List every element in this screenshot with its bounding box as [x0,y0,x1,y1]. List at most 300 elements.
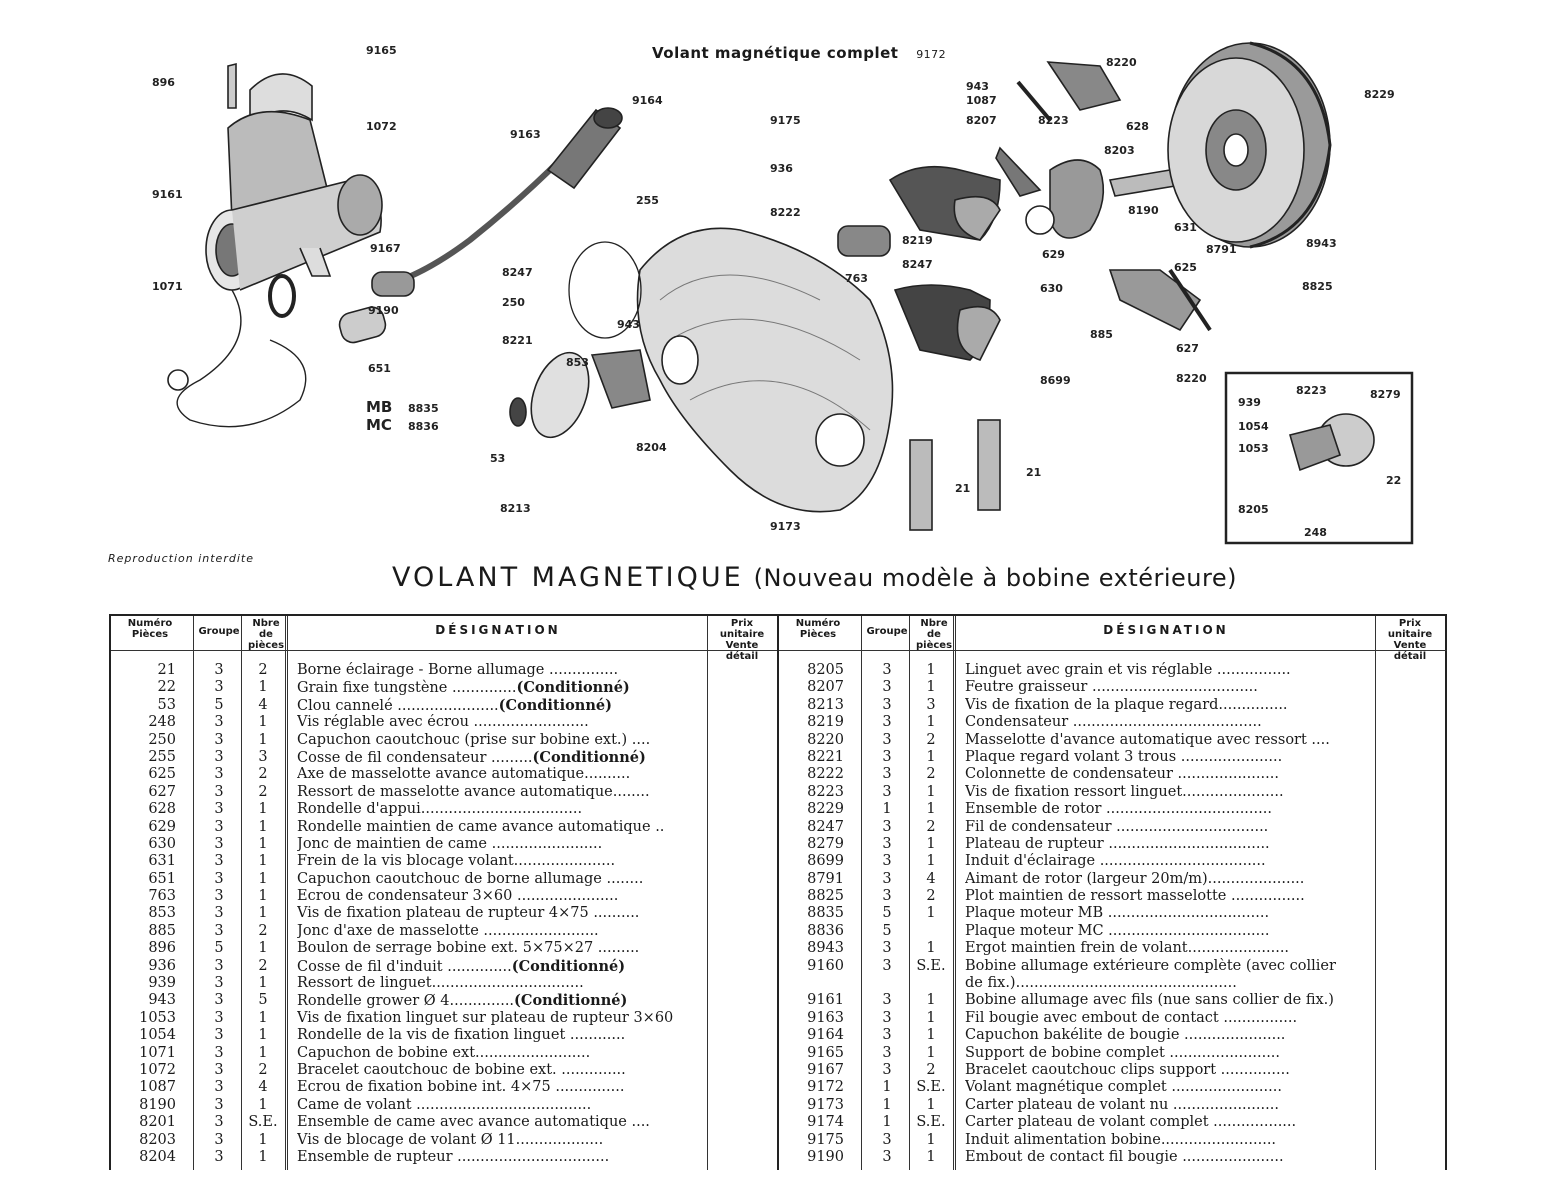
conditioned-tag: (Conditionné) [514,992,628,1010]
table-row [779,1097,1447,1114]
callout-1071: 1071 [152,280,183,293]
parts-table [109,614,1447,1170]
quantity-cell: S.E. [916,957,946,974]
group-cell: 3 [214,714,224,731]
quantity-cell: 1 [926,1131,936,1148]
quantity-cell: 2 [926,818,936,835]
quantity-cell: 1 [926,853,936,870]
part-number: 8699 [807,853,844,870]
part-number: 8279 [807,835,844,852]
table-row [111,905,779,922]
quantity-cell: 1 [258,1009,268,1026]
quantity-cell: 1 [258,975,268,992]
quantity-cell: 1 [926,714,936,731]
quantity-cell: 1 [926,801,936,818]
group-cell: 3 [882,696,892,713]
callout-8229: 8229 [1364,88,1395,101]
callout-9165: 9165 [366,44,397,57]
header-numero-l1: Numéro [127,618,173,629]
header-groupe-r: Groupe [866,626,908,637]
callout-943b: 943 [966,80,989,93]
designation-cell [297,888,705,905]
callout-8220: 8220 [1106,56,1137,69]
designation-cell [965,853,1373,870]
right-rows [779,662,1447,1166]
designation-cell [965,940,1373,957]
callout-8279: 8279 [1370,388,1401,401]
group-cell: 3 [214,888,224,905]
part-number: 8220 [807,731,844,748]
header-nbre-r-l2: pièces [915,640,953,651]
table-row [111,1114,779,1131]
callout-8220b: 8220 [1176,372,1207,385]
callout-8247: 8247 [502,266,533,279]
callout-8221: 8221 [502,334,533,347]
designation-text: Vis de fixation plateau de rupteur 4×75 .......... [297,905,640,922]
designation-cell [297,1045,705,1062]
group-cell: 3 [882,748,892,765]
header-nbre-l1: Nbre de [252,618,280,640]
part-number: 8207 [807,679,844,696]
table-row [111,697,779,714]
table-row [111,975,779,992]
group-cell: 3 [882,835,892,852]
callout-8699: 8699 [1040,374,1071,387]
group-cell: 3 [882,1148,892,1165]
part-number: 9190 [807,1148,844,1165]
designation-cell [297,1097,705,1114]
quantity-cell: 4 [258,696,268,713]
callout-8825: 8825 [1302,280,1333,293]
part-number: 1072 [139,1061,176,1078]
part-number: 8229 [807,801,844,818]
callout-631: 631 [1174,221,1197,234]
table-row [111,662,779,679]
group-cell: 3 [214,992,224,1009]
quantity-cell: 2 [258,1061,268,1078]
designation-cell [297,958,705,976]
group-cell: 3 [882,714,892,731]
header-nbre-r-l1: Nbre de [920,618,948,640]
table-row [111,1010,779,1027]
designation-text: Ressort de masselotte avance automatique........ [297,783,650,800]
parts-table-left [111,616,779,1170]
table-row [111,819,779,836]
group-cell: 3 [882,679,892,696]
designation-cell [965,1045,1373,1062]
group-cell: 3 [882,1131,892,1148]
quantity-cell: S.E. [248,1114,278,1131]
table-row [111,1079,779,1096]
designation-text: Support de bobine complet ........................ [965,1044,1281,1061]
part-number: 9163 [807,1009,844,1026]
designation-cell [297,1062,705,1079]
designation-text: Vis de fixation ressort linguet...................... [965,783,1284,800]
quantity-cell: 1 [926,748,936,765]
callout-1087: 1087 [966,94,997,107]
designation-cell [297,975,705,992]
designation-cell [965,1149,1373,1166]
exploded-parts-diagram [0,0,1542,560]
group-cell: 3 [882,870,892,887]
label-mb: MB [366,398,393,416]
designation-cell [297,853,705,870]
quantity-cell: 1 [926,835,936,852]
designation-cell [965,836,1373,853]
group-cell: 3 [214,1044,224,1061]
callout-8791: 8791 [1206,243,1237,256]
group-cell: 3 [882,992,892,1009]
part-number: 8221 [807,748,844,765]
table-row [779,923,1447,940]
part-number: 255 [148,748,176,765]
quantity-cell: 1 [258,870,268,887]
part-number: 1071 [139,1044,176,1061]
table-row [111,992,779,1009]
callout-628: 628 [1126,120,1149,133]
designation-text: Carter plateau de volant complet .................. [965,1114,1297,1131]
header-prix [709,618,775,662]
part-number: 8204 [139,1148,176,1165]
designation-cell [965,766,1373,783]
parts-table-right [779,616,1447,1170]
table-row [111,958,779,975]
callout-8190: 8190 [1128,204,1159,217]
group-cell: 5 [214,940,224,957]
designation-text: Rondelle grower Ø 4.............. [297,993,515,1010]
part-number: 631 [148,853,176,870]
quantity-cell: 1 [258,1131,268,1148]
designation-cell [965,1010,1373,1027]
callout-8213: 8213 [500,502,531,515]
header-numero-r-l2: Pièces [799,629,837,640]
group-cell: 3 [214,1148,224,1165]
quantity-cell: 1 [926,905,936,922]
group-cell: 3 [882,818,892,835]
designation-cell [297,766,705,783]
designation-text: Ecrou de condensateur 3×60 ...................... [297,888,619,905]
callout-8203: 8203 [1104,144,1135,157]
conditioned-tag: (Conditionné) [516,679,630,697]
table-row [779,1045,1447,1062]
table-row [779,1062,1447,1079]
part-number: 9174 [807,1114,844,1131]
designation-cell [965,697,1373,714]
table-row [779,819,1447,836]
quantity-cell: 1 [926,1148,936,1165]
callout-8836: 8836 [408,420,439,433]
designation-cell [297,836,705,853]
table-row [779,940,1447,957]
part-number: 9167 [807,1061,844,1078]
designation-cell [297,1114,705,1131]
table-row [779,975,1447,992]
quantity-cell: 1 [258,679,268,696]
group-cell: 3 [214,1079,224,1096]
callout-250: 250 [502,296,525,309]
quantity-cell: 5 [258,992,268,1009]
table-row [779,905,1447,922]
quantity-cell: 1 [258,888,268,905]
quantity-cell: 1 [926,783,936,800]
designation-cell [297,697,705,715]
quantity-cell: 2 [926,766,936,783]
group-cell: 5 [882,905,892,922]
designation-text: Boulon de serrage bobine ext. 5×75×27 ......... [297,940,640,957]
designation-cell [297,784,705,801]
callout-8222: 8222 [770,206,801,219]
header-nbre-r [913,618,955,651]
group-cell: 3 [214,922,224,939]
part-number: 21 [157,662,176,678]
quantity-cell: 1 [926,1027,936,1044]
group-cell: 3 [214,1027,224,1044]
group-cell: 3 [882,1009,892,1026]
designation-text: Plaque moteur MC ................................... [965,922,1270,939]
designation-text: Ecrou de fixation bobine int. 4×75 ............... [297,1079,625,1096]
part-number: 628 [148,801,176,818]
group-cell: 3 [214,1096,224,1113]
part-number: 943 [148,992,176,1009]
designation-text: Aimant de rotor (largeur 20m/m)..................... [965,870,1305,887]
part-number: 627 [148,783,176,800]
part-number: 1054 [139,1027,176,1044]
conditioned-tag: (Conditionné) [498,696,612,714]
group-cell: 3 [214,731,224,748]
part-number: 250 [148,731,176,748]
designation-text: Rondelle d'appui................................... [297,801,583,818]
group-cell: 3 [214,679,224,696]
quantity-cell: 1 [258,1148,268,1165]
table-row [111,749,779,766]
quantity-cell: 1 [258,905,268,922]
table-row [779,1027,1447,1044]
table-row [111,1027,779,1044]
designation-text: Jonc d'axe de masselotte ......................... [297,922,599,939]
designation-text: Capuchon caoutchouc (prise sur bobine ext.) .... [297,731,651,748]
part-number: 8247 [807,818,844,835]
designation-cell [965,801,1373,818]
part-number: 625 [148,766,176,783]
quantity-cell: 2 [258,662,268,678]
quantity-cell: 1 [258,940,268,957]
part-number: 1053 [139,1009,176,1026]
quantity-cell: S.E. [916,1079,946,1096]
designation-text: Frein de la vis blocage volant...................... [297,853,616,870]
group-cell: 3 [214,818,224,835]
callout-8207: 8207 [966,114,997,127]
quantity-cell: 2 [926,888,936,905]
left-rows [111,662,779,1166]
designation-text: Ensemble de rotor .................................... [965,801,1272,818]
callout-8204: 8204 [636,441,667,454]
designation-cell [297,819,705,836]
group-cell: 3 [214,1131,224,1148]
conditioned-tag: (Conditionné) [532,748,646,766]
designation-text: Masselotte d'avance automatique avec ressort .... [965,731,1330,748]
callout-625: 625 [1174,261,1197,274]
header-designation: DÉSIGNATION [435,623,561,637]
part-number: 8203 [139,1131,176,1148]
callout-885: 885 [1090,328,1113,341]
table-row [111,923,779,940]
quantity-cell: 1 [926,679,936,696]
table-row [779,732,1447,749]
quantity-cell: 1 [926,940,936,957]
header-numero-r-l1: Numéro [795,618,841,629]
group-cell: 1 [882,1096,892,1113]
designation-cell [965,714,1373,731]
group-cell: 5 [882,922,892,939]
table-row [111,679,779,696]
callout-8835: 8835 [408,402,439,415]
callout-21b: 21 [1026,466,1042,479]
quantity-cell: 1 [926,1009,936,1026]
designation-cell [297,940,705,957]
top-title [652,44,946,62]
callout-9167: 9167 [370,242,401,255]
callout-627: 627 [1176,342,1199,355]
conditioned-tag: (Conditionné) [511,957,626,975]
table-row [111,853,779,870]
designation-cell [297,992,705,1010]
table-row [779,1114,1447,1131]
part-number: 9172 [807,1079,844,1096]
designation-cell [297,749,705,767]
designation-text: Condensateur ......................................... [965,714,1262,731]
group-cell: 3 [214,835,224,852]
quantity-cell: 2 [258,922,268,939]
header-prix-l2: Vente détail [725,640,759,662]
group-cell: 3 [214,766,224,783]
designation-cell [297,1010,705,1027]
header-nbre [245,618,287,651]
group-cell: 3 [214,905,224,922]
quantity-cell: 1 [926,992,936,1009]
callout-1054: 1054 [1238,420,1269,433]
designation-text: Fil bougie avec embout de contact ................ [965,1009,1298,1026]
group-cell: 3 [882,957,892,974]
part-number: 8190 [139,1096,176,1113]
table-row [779,1149,1447,1166]
part-number: 8836 [807,922,844,939]
designation-cell [297,1149,705,1166]
group-cell: 3 [214,662,224,678]
table-row [779,697,1447,714]
designation-cell [297,1132,705,1149]
designation-cell [965,1027,1373,1044]
quantity-cell: 1 [258,1027,268,1044]
designation-cell [965,784,1373,801]
callout-8223b: 8223 [1296,384,1327,397]
designation-text: Fil de condensateur ................................. [965,818,1269,835]
main-subtitle: (Nouveau modèle à bobine extérieure) [753,564,1237,592]
designation-cell [297,905,705,922]
designation-cell [965,888,1373,905]
quantity-cell: 1 [258,1044,268,1061]
header-prix-r [1377,618,1443,662]
group-cell: 3 [882,731,892,748]
part-number: 8943 [807,940,844,957]
quantity-cell: 4 [926,870,936,887]
group-cell: 3 [214,853,224,870]
part-number: 22 [157,679,176,696]
header-rule [779,650,1447,651]
designation-text: Vis de fixation de la plaque regard............... [965,696,1288,713]
designation-cell [965,1097,1373,1114]
callout-853: 853 [566,356,589,369]
quantity-cell: 1 [926,1044,936,1061]
table-row [779,679,1447,696]
designation-cell [297,714,705,731]
part-number: 885 [148,922,176,939]
designation-cell [965,905,1373,922]
callout-9175: 9175 [770,114,801,127]
table-row [111,766,779,783]
table-row [111,836,779,853]
designation-cell [965,958,1373,975]
designation-text: Feutre graisseur .................................... [965,679,1258,696]
callout-9190: 9190 [368,304,399,317]
designation-cell [965,992,1373,1009]
quantity-cell: 1 [926,662,936,678]
table-row [111,1097,779,1114]
designation-cell [965,871,1373,888]
table-row [779,766,1447,783]
part-number: 248 [148,714,176,731]
part-number: 936 [148,957,176,974]
designation-text: Came de volant ...................................... [297,1096,592,1113]
part-number: 9160 [807,957,844,974]
designation-text: Ergot maintien frein de volant...................... [965,940,1290,957]
table-row [111,1045,779,1062]
group-cell: 3 [882,1044,892,1061]
header-rule [111,650,779,651]
callout-896: 896 [152,76,175,89]
callout-939: 939 [1238,396,1261,409]
callout-9161: 9161 [152,188,183,201]
table-row [779,714,1447,731]
designation-text: Plot maintien de ressort masselotte ................ [965,888,1305,905]
group-cell: 3 [882,940,892,957]
designation-cell [297,679,705,697]
top-title-text: Volant magnétique complet [652,44,899,62]
quantity-cell: 1 [258,818,268,835]
table-row [111,801,779,818]
quantity-cell: 2 [926,731,936,748]
header-prix-r-l1: Prix unitaire [1387,618,1433,640]
callout-9173: 9173 [770,520,801,533]
table-row [111,1149,779,1166]
part-number: 8825 [807,888,844,905]
part-number: 53 [157,696,176,713]
part-number: 9161 [807,992,844,1009]
reproduction-notice: Reproduction interdite [108,552,254,565]
header-designation-r: DÉSIGNATION [1103,623,1229,637]
label-mc: MC [366,416,392,434]
group-cell: 3 [214,870,224,887]
part-number: 630 [148,835,176,852]
header-prix-l1: Prix unitaire [719,618,765,640]
table-row [779,958,1447,975]
table-row [779,871,1447,888]
designation-text: Ensemble de came avec avance automatique .... [297,1114,650,1131]
designation-cell [297,732,705,749]
part-number: 763 [148,888,176,905]
table-row [779,662,1447,679]
part-number: 8219 [807,714,844,731]
quantity-cell: 2 [258,783,268,800]
